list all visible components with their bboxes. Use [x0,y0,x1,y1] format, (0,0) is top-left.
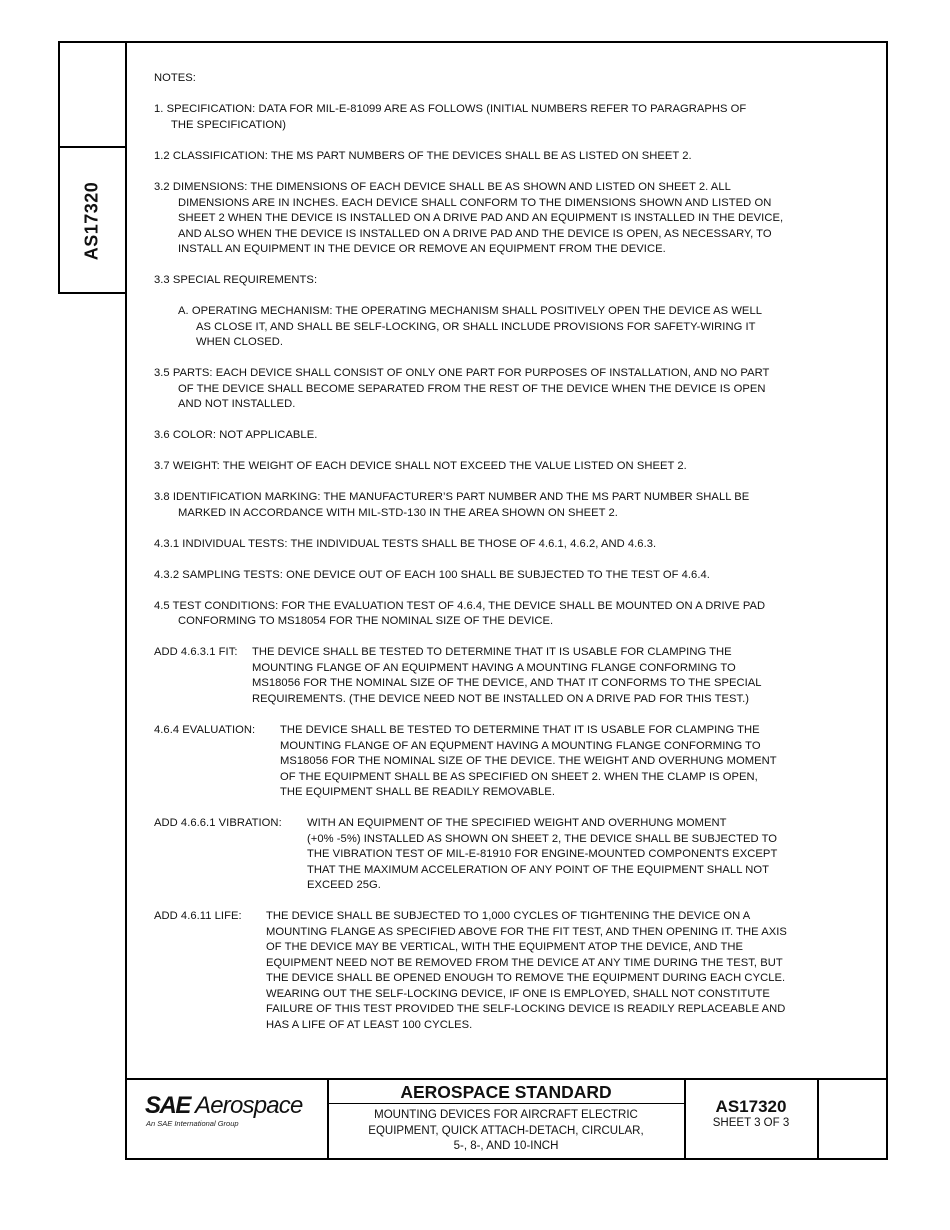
note-4-6-6-1-line: EXCEED 25G. [307,879,381,891]
note-3-6-line: 3.6 COLOR: NOT APPLICABLE. [154,429,318,441]
note-3-5-line: OF THE DEVICE SHALL BECOME SEPARATED FROM THE REST OF THE DEVICE WHEN THE DEVICE IS OPEN [178,383,766,395]
document-title-line: MOUNTING DEVICES FOR AIRCRAFT ELECTRIC [374,1109,638,1121]
note-4-6-3-1-line: MS18056 FOR THE NOMINAL SIZE OF THE DEVICE, AND THAT IT CONFORMS TO THE SPECIAL [252,677,762,689]
note-4-5-line: CONFORMING TO MS18054 FOR THE NOMINAL SIZE OF THE DEVICE. [178,615,554,627]
note-4-6-4-line: OF THE EQUIPMENT SHALL BE AS SPECIFIED ON SHEET 2. WHEN THE CLAMP IS OPEN, [280,771,758,783]
note-4-6-4-line: THE DEVICE SHALL BE TESTED TO DETERMINE THAT IT IS USABLE FOR CLAMPING THE [280,724,760,736]
note-4-6-4-label: 4.6.4 EVALUATION: [154,724,256,736]
notes-heading: NOTES: [154,72,196,84]
document-title-line: EQUIPMENT, QUICK ATTACH-DETACH, CIRCULAR, [368,1125,644,1137]
note-4-3-1-line: 4.3.1 INDIVIDUAL TESTS: THE INDIVIDUAL TESTS SHALL BE THOSE OF 4.6.1, 4.6.2, AND 4.6.3. [154,538,657,550]
note-4-6-11-line: THE DEVICE SHALL BE SUBJECTED TO 1,000 CYCLES OF TIGHTENING THE DEVICE ON A [266,910,751,922]
sheet-number: SHEET 3 OF 3 [712,1117,790,1129]
note-4-6-11-line: WEARING OUT THE SELF-LOCKING DEVICE, IF ONE IS EMPLOYED, SHALL NOT CONSTITUTE [266,988,770,1000]
note-3-7-line: 3.7 WEIGHT: THE WEIGHT OF EACH DEVICE SHALL NOT EXCEED THE VALUE LISTED ON SHEET 2. [154,460,687,472]
note-4-6-4-line: MS18056 FOR THE NOMINAL SIZE OF THE DEVICE. THE WEIGHT AND OVERHUNG MOMENT [280,755,777,767]
note-3-5-line: 3.5 PARTS: EACH DEVICE SHALL CONSIST OF ONLY ONE PART FOR PURPOSES OF INSTALLATION, AND NO PART [154,367,770,379]
note-4-5-line: 4.5 TEST CONDITIONS: FOR THE EVALUATION TEST OF 4.6.4, THE DEVICE SHALL BE MOUNTED ON A DRIVE PAD [154,600,766,612]
note-3-3-a-line: AS CLOSE IT, AND SHALL BE SELF-LOCKING, OR SHALL INCLUDE PROVISIONS FOR SAFETY-WIRING IT [196,321,756,333]
note-4-6-3-1-line: MOUNTING FLANGE OF AN EQUIPMENT HAVING A MOUNTING FLANGE CONFORMING TO [252,662,736,674]
note-4-6-3-1-line: THE DEVICE SHALL BE TESTED TO DETERMINE THAT IT IS USABLE FOR CLAMPING THE [252,646,732,658]
document-title-line: 5-, 8-, AND 10-INCH [453,1140,559,1152]
side-tab-divider [58,146,127,148]
note-4-6-3-1-label: ADD 4.6.3.1 FIT: [154,646,238,658]
document-category: AEROSPACE STANDARD [400,1082,612,1102]
note-3-5-line: AND NOT INSTALLED. [178,398,296,410]
note-3-3-a-line: A. OPERATING MECHANISM: THE OPERATING MECHANISM SHALL POSITIVELY OPEN THE DEVICE AS WELL [178,305,762,317]
note-4-6-6-1-line: THE VIBRATION TEST OF MIL-E-81910 FOR ENGINE-MOUNTED COMPONENTS EXCEPT [307,848,778,860]
document-number: AS17320 [715,1097,787,1116]
note-4-6-11-line: FAILURE OF THIS TEST PROVIDED THE SELF-LOCKING DEVICE IS READILY REPLACEABLE AND [266,1003,786,1015]
frame-left-outer [58,41,60,294]
note-4-6-11-line: EQUIPMENT NEED NOT BE REMOVED FROM THE DEVICE AT ANY TIME DURING THE TEST, BUT [266,957,783,969]
note-4-3-2-line: 4.3.2 SAMPLING TESTS: ONE DEVICE OUT OF EACH 100 SHALL BE SUBJECTED TO THE TEST OF 4.6.4. [154,569,710,581]
note-1-line: 1. SPECIFICATION: DATA FOR MIL-E-81099 ARE AS FOLLOWS (INITIAL NUMBERS REFER TO PARAGRAPHS OF [154,103,747,115]
frame-left-inner [125,41,127,1160]
category-underline [327,1103,685,1104]
note-4-6-6-1-line: WITH AN EQUIPMENT OF THE SPECIFIED WEIGHT AND OVERHUNG MOMENT [307,817,727,829]
note-1-line: THE SPECIFICATION) [171,119,287,131]
note-1-2-line: 1.2 CLASSIFICATION: THE MS PART NUMBERS OF THE DEVICES SHALL BE AS LISTED ON SHEET 2. [154,150,692,162]
logo-tagline: An SAE International Group [146,1119,239,1128]
note-4-6-6-1-line: (+0% -5%) INSTALLED AS SHOWN ON SHEET 2, THE DEVICE SHALL BE SUBJECTED TO [307,833,778,845]
sae-aerospace-logo [145,1092,320,1132]
side-tab-bottom [58,292,127,294]
note-3-2-line: INSTALL AN EQUIPMENT IN THE DEVICE OR REMOVE AN EQUIPMENT FROM THE DEVICE. [178,243,666,255]
note-4-6-4-line: MOUNTING FLANGE OF AN EQUPMENT HAVING A MOUNTING FLANGE CONFORMING TO [280,740,761,752]
frame-right [886,41,888,1160]
note-3-8-line: 3.8 IDENTIFICATION MARKING: THE MANUFACTURER’S PART NUMBER AND THE MS PART NUMBER SHALL BE [154,491,750,503]
note-4-6-3-1-line: REQUIREMENTS. (THE DEVICE NEED NOT BE INSTALLED ON A DRIVE PAD FOR THIS TEST.) [252,693,750,705]
note-4-6-11-line: MOUNTING FLANGE AS SPECIFIED ABOVE FOR THE FIT TEST, AND THEN OPENING IT. THE AXIS [266,926,787,938]
note-3-2-line: 3.2 DIMENSIONS: THE DIMENSIONS OF EACH DEVICE SHALL BE AS SHOWN AND LISTED ON SHEET 2. ALL [154,181,731,193]
note-4-6-11-line: HAS A LIFE OF AT LEAST 100 CYCLES. [266,1019,473,1031]
note-3-2-line: AND ALSO WHEN THE DEVICE IS INSTALLED ON A DRIVE PAD AND THE DEVICE IS OPEN, AS NECESSARY, TO [178,228,772,240]
note-4-6-11-line: OF THE DEVICE MAY BE VERTICAL, WITH THE EQUIPMENT ATOP THE DEVICE, AND THE [266,941,743,953]
side-tab [62,152,122,290]
title-block-div3 [817,1078,819,1160]
note-4-6-6-1-label: ADD 4.6.6.1 VIBRATION: [154,817,282,829]
frame-top [58,41,888,43]
note-4-6-4-line: THE EQUIPMENT SHALL BE READILY REMOVABLE. [280,786,555,798]
note-3-3-a-line: WHEN CLOSED. [196,336,284,348]
frame-bottom [125,1158,888,1160]
note-4-6-6-1-line: THAT THE MAXIMUM ACCELERATION OF ANY POINT OF THE EQUIPMENT SHALL NOT [307,864,770,876]
side-tab-doc-number: AS17320 [81,181,102,261]
note-3-2-line: DIMENSIONS ARE IN INCHES. EACH DEVICE SHALL CONFORM TO THE DIMENSIONS SHOWN AND LISTED ON [178,197,772,209]
note-3-2-line: SHEET 2 WHEN THE DEVICE IS INSTALLED ON A DRIVE PAD AND AN EQUIPMENT IS INSTALLED IN THE DEVICE, [178,212,784,224]
note-4-6-11-line: THE DEVICE SHALL BE OPENED ENOUGH TO REMOVE THE EQUIPMENT DURING EACH CYCLE. [266,972,786,984]
note-4-6-11-label: ADD 4.6.11 LIFE: [154,910,242,922]
logo-sae-mark: SAE [145,1092,190,1119]
logo-aerospace-word: Aerospace [195,1092,303,1119]
title-block-top [125,1078,888,1080]
note-3-3-line: 3.3 SPECIAL REQUIREMENTS: [154,274,318,286]
note-3-8-line: MARKED IN ACCORDANCE WITH MIL-STD-130 IN THE AREA SHOWN ON SHEET 2. [178,507,618,519]
